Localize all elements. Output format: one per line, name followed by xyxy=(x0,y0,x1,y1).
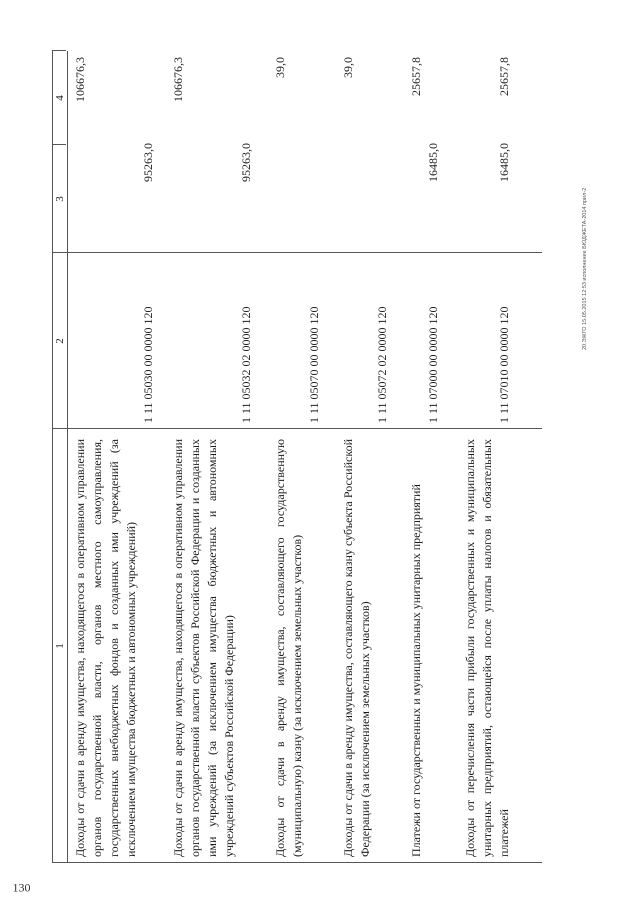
row-plan-value: 95263,0 xyxy=(239,143,253,182)
header-col-4: 4 xyxy=(54,95,66,101)
table-row xyxy=(408,51,444,863)
row-plan-value: 16485,0 xyxy=(426,143,440,182)
row-description: Доходы от сдачи в аренду имущества, составляющего казну субъекта Российской Федерации (за исключением земельных участков) xyxy=(341,439,372,857)
row-description: Доходы от сдачи в аренду имущества, находящегося в оперативном управлении органов государственной власти субъектов Российской Федерации и созданных ими учреждений (за исключением имущества бюджетных и автономных учреждений субъектов Российской Федерации) xyxy=(171,439,236,857)
row-code: 1 11 05030 00 0000 120 xyxy=(141,306,155,423)
page-number: 130 xyxy=(12,880,31,895)
row-actual-value: 106676,3 xyxy=(171,57,185,102)
table-header-row xyxy=(52,51,68,863)
row-actual-value: 106676,3 xyxy=(73,57,87,102)
row-actual-value: 25657,8 xyxy=(409,57,423,96)
table-row xyxy=(462,51,516,863)
row-description: Доходы от перечисления части прибыли государственных и муниципальных унитарных предприятий, остающейся после уплаты налогов и обязательных платежей xyxy=(463,439,511,857)
row-code: 1 11 07010 00 0000 120 xyxy=(497,306,511,423)
row-description: Доходы от сдачи в аренду имущества, находящегося в оперативном управлении органов государственной власти, органов местного самоуправления, государственных внебюджетных фондов и созданных ими учреждений (за исключением имущества бюджетных и автономных учреждений) xyxy=(73,439,138,857)
print-footer: 20.ЭЖГО 15.05.2015 12:53 исполнение БЮДЖЕТА-2014 прил-2 xyxy=(582,187,588,350)
row-code: 1 11 05070 00 0000 120 xyxy=(307,306,321,423)
row-actual-value: 39,0 xyxy=(341,57,355,78)
row-code: 1 11 05072 02 0000 120 xyxy=(375,306,389,423)
header-col-2: 2 xyxy=(54,338,66,344)
header-col-3: 3 xyxy=(54,196,66,202)
row-actual-value: 25657,8 xyxy=(497,57,511,96)
revenue-table xyxy=(52,51,542,863)
table-row xyxy=(340,51,394,863)
row-code: 1 11 05032 02 0000 120 xyxy=(239,306,253,423)
row-plan-value: 16485,0 xyxy=(497,143,511,182)
table-row xyxy=(170,51,258,863)
row-description: Платежи от государственных и муниципальных унитарных предприятий xyxy=(409,484,423,857)
table-row xyxy=(72,51,160,863)
row-plan-value: 95263,0 xyxy=(141,143,155,182)
header-col-1: 1 xyxy=(54,643,66,649)
row-code: 1 11 07000 00 0000 120 xyxy=(426,306,440,423)
table-row xyxy=(272,51,326,863)
row-description: Доходы от сдачи в аренду имущества, составляющего государственную (муниципальную) казну (за исключением земельных участков) xyxy=(273,439,304,857)
row-actual-value: 39,0 xyxy=(273,57,287,78)
